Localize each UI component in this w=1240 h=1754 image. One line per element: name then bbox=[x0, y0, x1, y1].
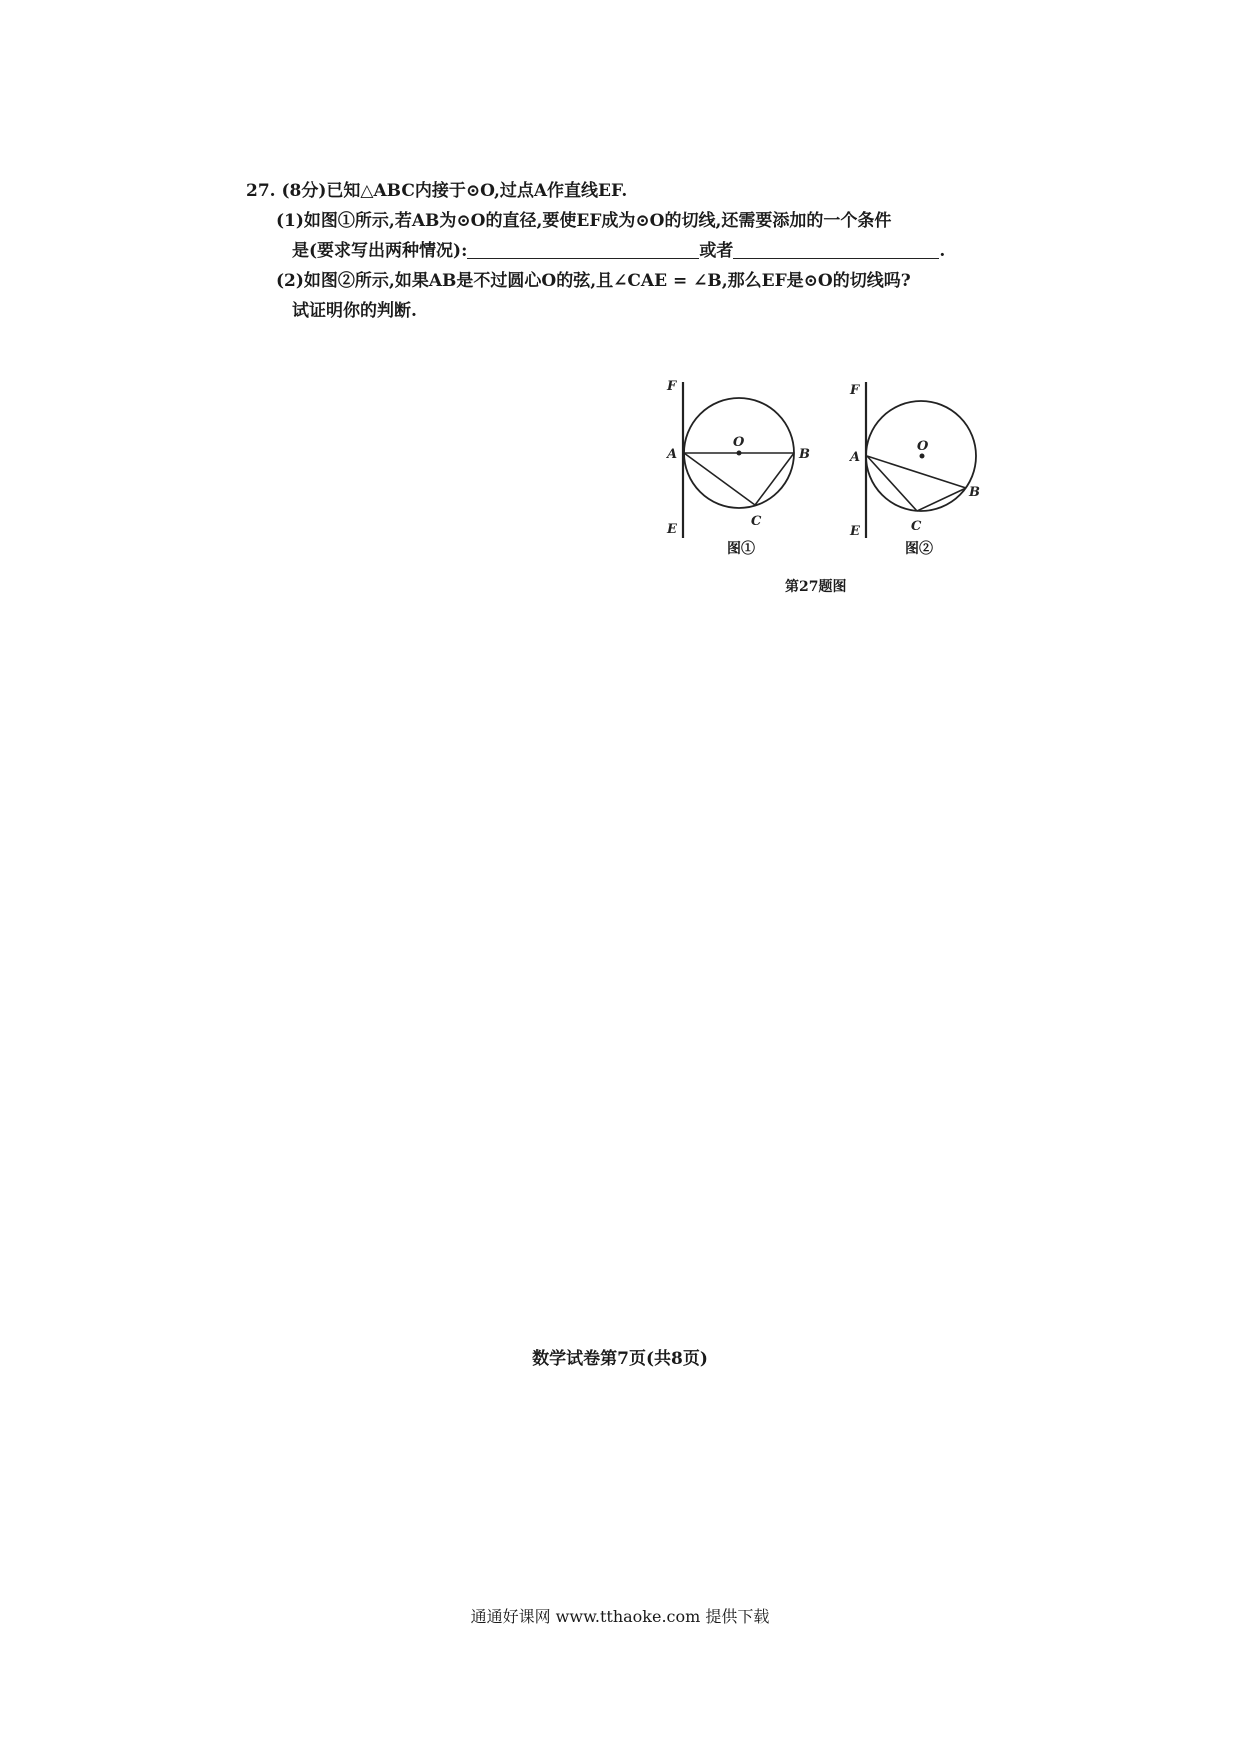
label-a-2: A bbox=[850, 450, 861, 465]
label-e-1: E bbox=[667, 522, 677, 537]
part1-question: (1)如图①所示,若AB为⊙O的直径,要使EF成为⊙O的切线,还需要添加的一个条件 bbox=[276, 211, 892, 231]
answer-blank-2[interactable] bbox=[733, 240, 939, 259]
label-e-2: E bbox=[850, 524, 860, 539]
part2-question: (2)如图②所示,如果AB是不过圆心O的弦,且∠CAE = ∠B,那么EF是⊙O的切线吗? bbox=[276, 271, 911, 291]
period-text: . bbox=[939, 241, 946, 261]
label-b-2: B bbox=[969, 485, 980, 500]
part2-instruction: 试证明你的判断. bbox=[292, 301, 417, 321]
or-text: 或者 bbox=[699, 241, 734, 261]
figures-area bbox=[655, 370, 1005, 610]
figure-1 bbox=[665, 379, 810, 538]
label-o-1: O bbox=[733, 435, 745, 450]
part1-answer-line bbox=[246, 236, 1026, 266]
page-footer: 数学试卷第7页(共8页) bbox=[532, 1349, 708, 1369]
label-a-1: A bbox=[667, 447, 678, 462]
problem-27 bbox=[246, 176, 1026, 326]
part1-prefix: 是(要求写出两种情况): bbox=[292, 241, 468, 261]
center-dot-2 bbox=[920, 454, 925, 459]
answer-blank-1[interactable] bbox=[467, 240, 699, 259]
figure-2-label: 图② bbox=[905, 541, 933, 557]
site-watermark: 通通好课网 www.tthaoke.com 提供下载 bbox=[470, 1607, 770, 1626]
geometry-figures bbox=[655, 370, 1005, 570]
label-c-2: C bbox=[911, 519, 922, 534]
label-o-2: O bbox=[917, 439, 929, 454]
problem-statement: 27. (8分)已知△ABC内接于⊙O,过点A作直线EF. bbox=[246, 181, 628, 201]
chord-ac-1 bbox=[684, 453, 755, 505]
figure-1-label: 图① bbox=[727, 541, 755, 557]
figure-caption: 第27题图 bbox=[785, 579, 847, 595]
center-dot-1 bbox=[737, 451, 742, 456]
label-f-2: F bbox=[850, 383, 860, 398]
label-b-1: B bbox=[799, 447, 810, 462]
label-c-1: C bbox=[751, 514, 762, 529]
figure-2 bbox=[848, 382, 980, 539]
label-f-1: F bbox=[667, 379, 677, 394]
